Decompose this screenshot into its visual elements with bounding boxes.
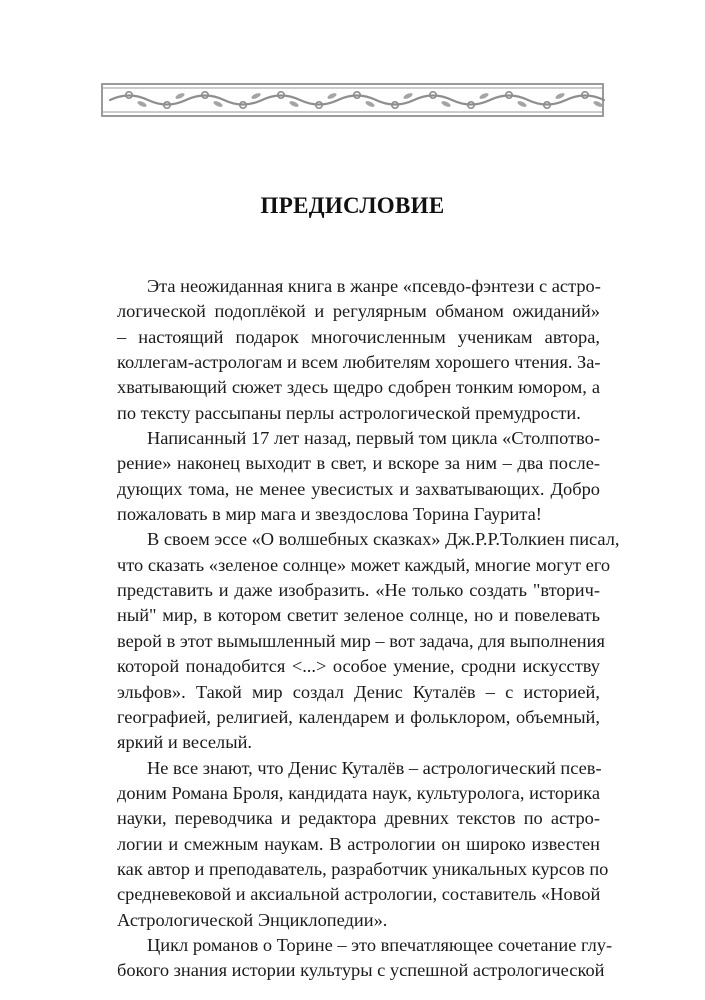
text-line: что сказать «зеленое солнце» может каждый, многие могут его [117,554,611,575]
text-line: бокого знания истории культуры с успешной астрологической [117,960,605,981]
paragraph [117,426,600,527]
paragraph [117,933,613,984]
text-line: науки, переводчика и редактора древних текстов по астро- [117,808,600,829]
text-line: эльфов». Такой мир создал Денис Куталёв – с историей, [117,681,600,702]
paragraph [117,756,609,933]
text-line: географией, религией, календарем и фольклором, объемный, [117,706,600,727]
text-line: логии и смежным наукам. В астрологии он широко известен [117,833,600,854]
text-line: как автор и преподаватель, разработчик уникальных курсов по [117,858,609,879]
text-line: Написанный 17 лет назад, первый том цикла «Столпотво- [147,428,600,449]
text-line: верой в этот вымышленный мир – вот задача, для выполнения [117,630,605,651]
text-line: рение» наконец выходит в свет, и вскоре за ним – два после- [117,453,600,474]
text-line: хватывающий сюжет здесь щедро сдобрен тонким юмором, а [117,377,600,398]
text-line: яркий и веселый. [117,732,253,753]
text-line: – настоящий подарок многочисленным ученикам автора, [117,326,600,347]
text-line: доним Романа Броля, кандидата наук, культуролога, историка [117,782,600,803]
text-line: Не все знают, что Денис Куталёв – астрологический псев- [147,757,602,778]
text-line: дующих тома, не менее увесистых и захватывающих. Добро [117,478,600,499]
text-line: представить и даже изобразить. «Не только создать "вторич- [117,580,600,601]
paragraph [117,527,620,755]
text-line: пожаловать в мир мага и звездослова Торина Гаурита! [117,504,542,525]
decorative-vine-border-icon [100,80,605,120]
text-line: Эта неожиданная книга в жанре «псевдо-фэнтези с астро- [147,276,601,296]
text-line: средневековой и аксиальной астрологии, составитель «Новой [117,884,601,905]
preface-body [117,274,620,984]
paragraph [117,274,600,426]
text-line: ный" мир, в котором светит зеленое солнце, но и повелевать [117,605,600,626]
text-line: Астрологической Энциклопедии». [117,909,388,930]
text-line: В своем эссе «О волшебных сказках» Дж.Р.Р.Толкиен писал, [147,529,620,550]
text-line: которой понадобится <...> особое умение, сродни искусству [117,656,600,677]
page-title: ПРЕДИСЛОВИЕ [260,193,445,218]
text-line: Цикл романов о Торине – это впечатляющее сочетание глу- [147,934,613,955]
text-line: коллегам-астрологам и всем любителям хорошего чтения. За- [117,352,601,373]
text-line: логической подоплёкой и регулярным обманом ожиданий» [117,301,600,322]
text-line: по тексту рассыпаны перлы астрологической премудрости. [117,402,581,423]
